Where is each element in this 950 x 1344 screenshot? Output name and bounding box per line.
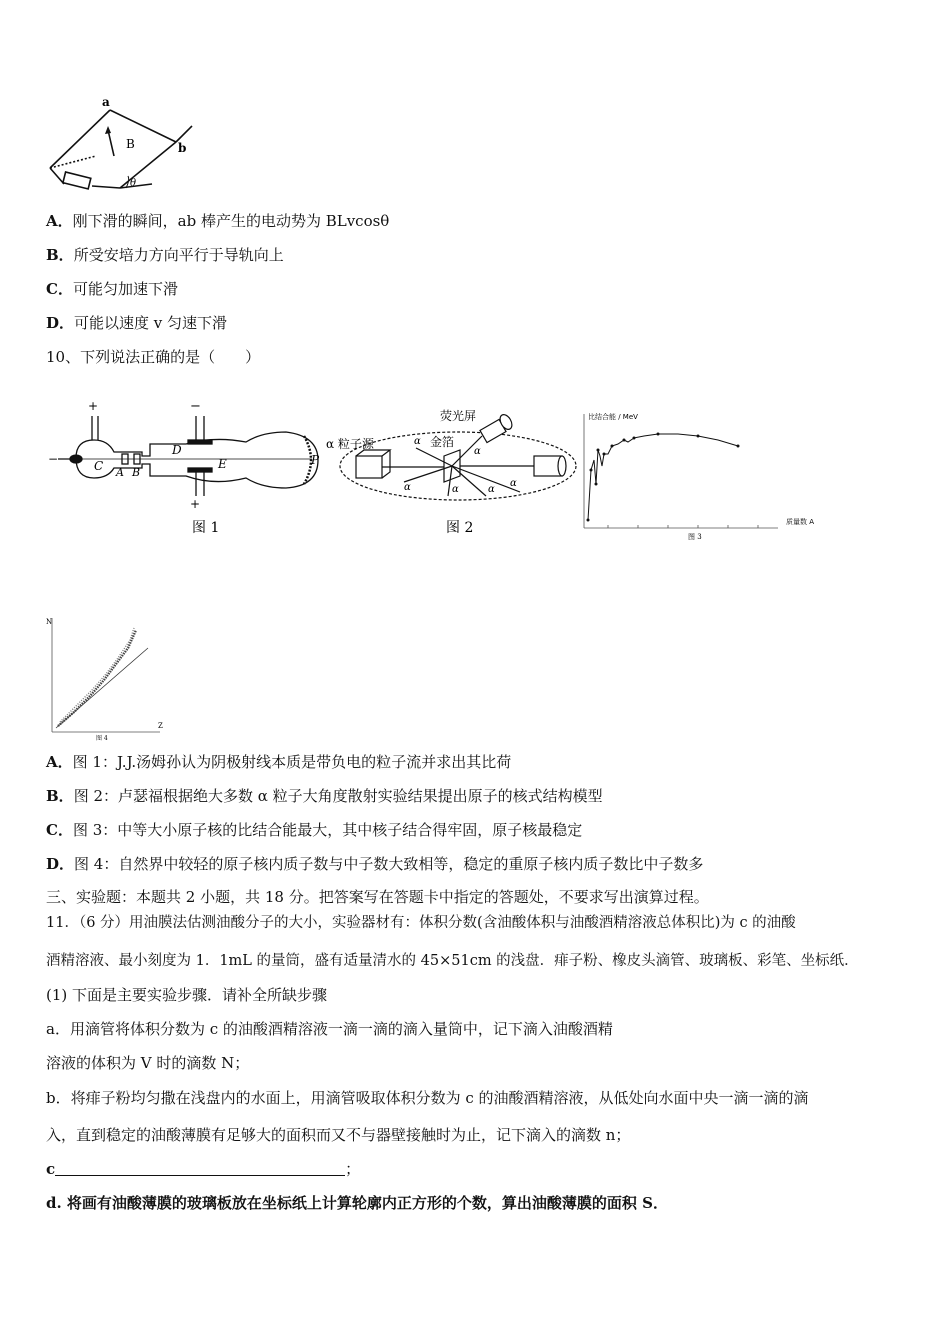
- rail-figure: [44, 96, 194, 196]
- label-B-plate: B: [132, 466, 141, 479]
- label-a: a: [102, 96, 110, 109]
- figure-1-cathode-tube: [46, 396, 326, 541]
- figure-3-binding-energy: [578, 410, 828, 545]
- label-gold-foil: 金箔: [430, 435, 455, 449]
- label-plus-bottom: +: [190, 497, 201, 511]
- step-b-line-2: 入，直到稳定的油酸薄膜有足够大的面积而又不与器壁接触时为止，记下滴入的滴数 n；: [46, 1126, 631, 1144]
- b-field-arrow: [108, 130, 114, 156]
- label-alpha-4: α: [488, 484, 495, 495]
- label-alpha-source: α 粒子源: [326, 437, 374, 451]
- q9-option-b: B．所受安培力方向平行于导轨向上: [46, 246, 284, 264]
- q11-line-1: 11．（6 分）用油膜法估测油酸分子的大小，实验器材有：体积分数(含油酸体积与油酸酒精溶液总体积比)为 c 的油酸: [46, 915, 796, 931]
- label-minus-left: −: [48, 452, 59, 466]
- label-alpha-6: α: [474, 446, 481, 457]
- figure-2-caption: 图 2: [446, 520, 474, 536]
- fig3-xlabel: 质量数 A: [786, 518, 815, 526]
- step-a-line-2: 溶液的体积为 V 时的滴数 N；: [46, 1054, 250, 1072]
- step-c: c ；: [46, 1160, 361, 1178]
- q10-option-a: A．图 1：J.J.汤姆孙认为阴极射线本质是带负电的粒子流并求出其比荷: [46, 753, 512, 771]
- fig4-ylabel: N: [46, 618, 53, 626]
- label-b: b: [178, 141, 187, 155]
- figure-4-caption: 图 4: [96, 735, 108, 742]
- label-alpha-1: α: [414, 436, 421, 447]
- label-A: A: [116, 466, 124, 479]
- label-D: D: [172, 443, 182, 457]
- label-alpha-5: α: [510, 478, 517, 489]
- binding-energy-curve: [588, 434, 738, 520]
- fig3-ylabel: 比结合能 / MeV: [588, 413, 638, 421]
- q9-option-d: D．可能以速度 v 匀速下滑: [46, 314, 228, 332]
- label-theta: θ: [130, 178, 137, 189]
- section-3-heading: 三、实验题：本题共 2 小题，共 18 分。把答案写在答题卡中指定的答题处，不要求写出演算过程。: [46, 888, 709, 906]
- q11-sub-1: (1) 下面是主要实验步骤．请补全所缺步骤: [46, 986, 328, 1004]
- resistor: [63, 172, 91, 189]
- q10-stem: 10、下列说法正确的是（ ）: [46, 348, 261, 366]
- rail-right-extension: [176, 126, 192, 142]
- fig4-xlabel: Z: [158, 722, 163, 730]
- label-screen: 荧光屏: [440, 409, 477, 423]
- figure-4-nz-plot: [44, 614, 168, 742]
- label-alpha-3: α: [452, 484, 459, 495]
- q9-option-a: A．刚下滑的瞬间，ab 棒产生的电动势为 BLvcosθ: [46, 212, 390, 230]
- q10-option-c: C．图 3：中等大小原子核的比结合能最大，其中核子结合得牢固，原子核最稳定: [46, 821, 583, 839]
- label-B: B: [126, 137, 135, 151]
- label-plus-top: +: [88, 399, 99, 413]
- q10-option-b: B．图 2：卢瑟福根据绝大多数 α 粒子大角度散射实验结果提出原子的核式结构模型: [46, 787, 603, 805]
- label-E: E: [218, 457, 227, 471]
- q9-option-c: C．可能匀加速下滑: [46, 280, 178, 298]
- q11-line-2: 酒精溶液、最小刻度为 1．1mL 的量筒，盛有适量清水的 45×51cm 的浅盘．痱子粉、橡皮头滴管、玻璃板、彩笔、坐标纸．: [46, 953, 859, 969]
- step-b-line-1: b．将痱子粉均匀撒在浅盘内的水面上，用滴管吸取体积分数为 c 的油酸酒精溶液，从低处向水面中央一滴一滴的滴: [46, 1089, 809, 1107]
- rail-upper-left: [50, 110, 110, 168]
- step-d: d. 将画有油酸薄膜的玻璃板放在坐标纸上计算轮廓内正方形的个数，算出油酸薄膜的面积 S．: [46, 1194, 668, 1212]
- figure-1-caption: 图 1: [192, 520, 220, 536]
- stability-band: [58, 630, 136, 726]
- label-P: P: [311, 453, 320, 467]
- step-a-line-1: a．用滴管将体积分数为 c 的油酸酒精溶液一滴一滴的滴入量筒中，记下滴入油酸酒精: [46, 1020, 613, 1038]
- figure-2-alpha-scattering: [322, 406, 582, 541]
- label-alpha-2: α: [404, 482, 411, 493]
- label-C: C: [94, 459, 104, 473]
- step-c-answer-blank[interactable]: [55, 1160, 345, 1176]
- q10-option-d: D．图 4：自然界中较轻的原子核内质子数与中子数大致相等，稳定的重原子核内质子数比中子数多: [46, 855, 704, 873]
- label-minus-top: −: [190, 399, 201, 414]
- rod-ab: [110, 110, 176, 142]
- figure-3-caption: 图 3: [688, 533, 702, 541]
